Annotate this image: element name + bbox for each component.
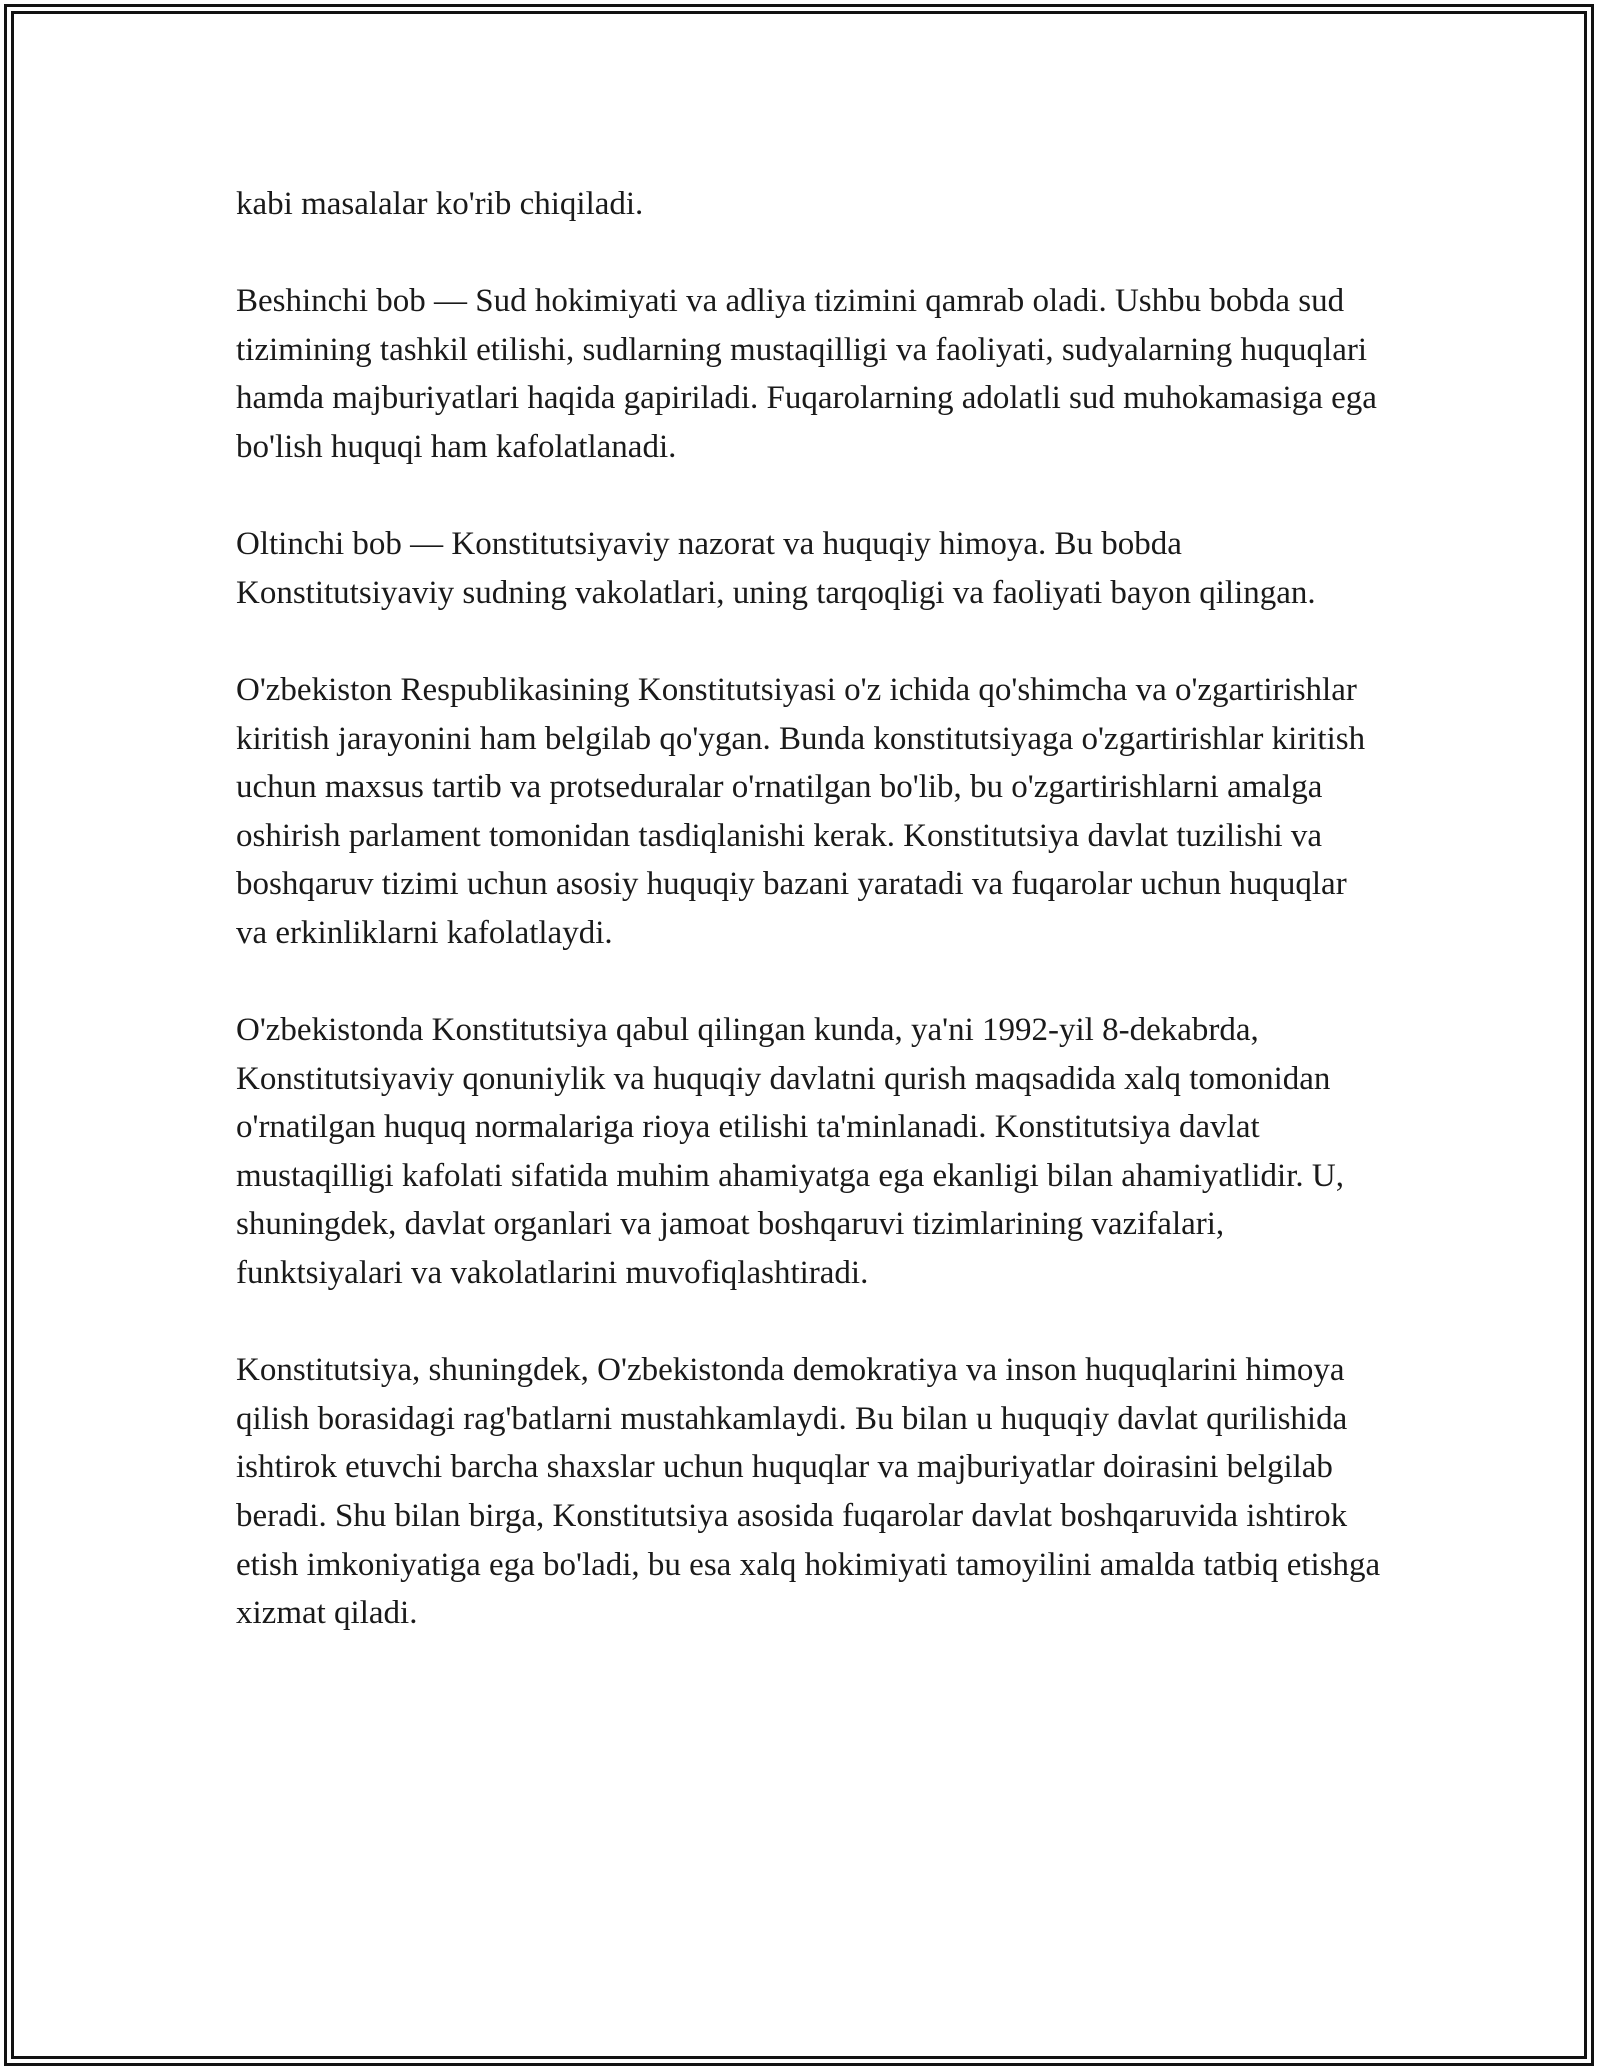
paragraph-chapter-five: Beshinchi bob — Sud hokimiyati va adliya tizimini qamrab oladi. Ushbu bobda sud tizimining tashkil etilishi, sudlarning mustaqilligi va faoliyati, sudyalarning huquqlari hamda majburiyatlari haqida gapiriladi. Fuqarolarning adolatli sud muhokamasiga ega bo'lish huquqi ham kafolatlanadi. [236,283,1377,465]
paragraph-continuation: kabi masalalar ko'rib chiqiladi. [236,186,644,222]
paragraph-democracy: Konstitutsiya, shuningdek, O'zbekistonda demokratiya va inson huquqlarini himoya qilish borasidagi rag'batlarni mustahkamlaydi. Bu bilan u huquqiy davlat qurilishida ishtirok etuvchi barcha shaxslar uchun huquqlar va majburiyatlar doirasini belgilab beradi. Shu bilan birga, Konstitutsiya asosida fuqarolar davlat boshqaruvida ishtirok etish imkoniyatiga ega bo'ladi, bu esa xalq hokimiyati tamoyilini amalda tatbiq etishga xizmat qiladi. [236,1352,1381,1632]
paragraph-chapter-six: Oltinchi bob — Konstitutsiyaviy nazorat va huquqiy himoya. Bu bobda Konstitutsiyaviy sudning vakolatlari, uning tarqoqligi va faoliyati bayon qilingan. [236,526,1316,611]
paragraph-adoption: O'zbekistonda Konstitutsiya qabul qilingan kunda, ya'ni 1992-yil 8-dekabrda, Konstitutsiyaviy qonuniylik va huquqiy davlatni qurish maqsadida xalq tomonidan o'rnatilgan huquq normalariga rioya etilishi ta'minlanadi. Konstitutsiya davlat mustaqilligi kafolati sifatida muhim ahamiyatga ega ekanligi bilan ahamiyatlidir. U, shuningdek, davlat organlari va jamoat boshqaruvi tizimlarining vazifalari, funktsiyalari va vakolatlarini muvofiqlashtiradi. [236,1012,1344,1292]
paragraph-amendments: O'zbekiston Respublikasining Konstitutsiyasi o'z ichida qo'shimcha va o'zgartirishlar kiritish jarayonini ham belgilab qo'ygan. Bunda konstitutsiyaga o'zgartirishlar kiritish uchun maxsus tartib va protseduralar o'rnatilgan bo'lib, bu o'zgartirishlarni amalga oshirish parlament tomonidan tasdiqlanishi kerak. Konstitutsiya davlat tuzilishi va boshqaruv tizimi uchun asosiy huquqiy bazani yaratadi va fuqarolar uchun huquqlar va erkinliklarni kafolatlaydi. [236,671,1366,951]
document-body [236,180,1386,1686]
